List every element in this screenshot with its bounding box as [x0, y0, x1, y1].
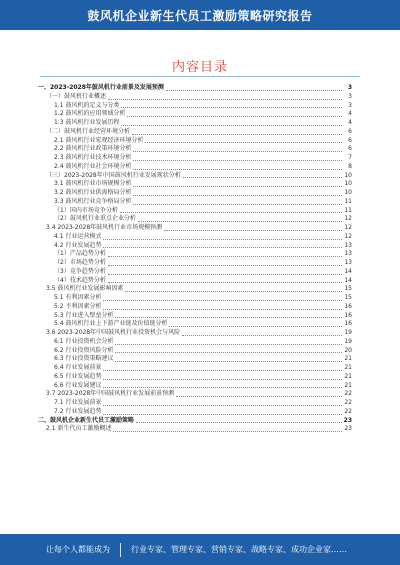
toc-entry-label: 3.6 2023-2028年中国鼓风机行业投资机会与风险 [46, 329, 181, 336]
toc-entry[interactable] [38, 145, 352, 154]
toc-entry[interactable] [38, 268, 352, 277]
footer-roles: 行业专家、管理专家、营销专家、战略专家、成功企业家…… [131, 545, 347, 554]
toc-entry-label: 4.1 行业运营模式 [54, 232, 102, 240]
toc-leader-dots [108, 255, 342, 257]
toc-entry-label: 2.4 鼓风机行业社会环境分析 [54, 162, 132, 170]
toc-entry[interactable] [38, 364, 352, 373]
toc-entry-label: 1.1 鼓风机的定义与分类 [54, 101, 120, 109]
toc-entry-page: 22 [344, 407, 352, 415]
toc-entry[interactable] [38, 425, 352, 434]
toc-entry[interactable] [38, 102, 352, 111]
toc-leader-dots [169, 325, 342, 327]
toc-leader-dots [127, 115, 342, 117]
toc-leader-dots [121, 106, 342, 108]
toc-entry-page: 3 [348, 101, 352, 109]
toc-entry-page: 16 [344, 320, 352, 328]
toc-entry[interactable] [38, 382, 352, 391]
toc-leader-dots [103, 413, 342, 415]
toc-entry[interactable] [38, 163, 352, 172]
toc-entry-label: 6.2 行业投资风险分析 [54, 346, 114, 354]
toc-entry-label: 6.6 行业发展建议 [54, 381, 102, 389]
toc-entry-page: 3 [347, 84, 352, 91]
toc-divider [40, 76, 360, 77]
toc-entry-page: 6 [348, 136, 352, 144]
toc-entry-page: 16 [344, 311, 352, 319]
toc-entry[interactable] [38, 417, 352, 426]
toc-entry-label: 7.2 行业发展趋势 [54, 407, 102, 415]
toc-leader-dots [108, 281, 342, 283]
toc-entry-page: 10 [344, 189, 352, 196]
toc-entry-label: 2.1 新生代员工激励概述 [46, 425, 112, 433]
toc-entry-label: 3.3 鼓风机行业竞争格局分析 [54, 197, 132, 205]
toc-entry-label: （4）技术趋势分析 [54, 276, 106, 284]
toc-entry[interactable] [38, 180, 352, 189]
toc-leader-dots [115, 316, 342, 318]
toc-entry[interactable] [38, 250, 352, 259]
toc-entry[interactable] [38, 355, 352, 364]
toc-leader-dots [138, 220, 342, 222]
toc-leader-dots [176, 395, 342, 397]
toc-entry-page: 3 [348, 92, 352, 100]
toc-entry-label: 2.2 鼓风机行业政策环境分析 [54, 145, 132, 153]
toc-entry-label: （2）市场趋势分析 [54, 259, 106, 266]
toc-entry[interactable] [38, 347, 352, 356]
toc-leader-dots [121, 124, 342, 126]
toc-leader-dots [133, 203, 342, 205]
toc-entry-page: 4 [348, 110, 352, 118]
toc-entry[interactable] [38, 285, 352, 294]
toc-entry[interactable] [38, 84, 352, 93]
toc-leader-dots [182, 334, 342, 336]
toc-entry[interactable] [38, 154, 352, 163]
toc-entry-label: 5.4 鼓风机行业上下游产业链及价值链分析 [54, 320, 168, 328]
toc-leader-dots [164, 229, 342, 231]
toc-entry-page: 16 [344, 302, 352, 310]
toc-leader-dots [133, 168, 342, 170]
toc-entry[interactable] [38, 373, 352, 382]
toc-leader-dots [103, 299, 342, 301]
toc-entry-label: 3.4 2023-2028年鼓风机行业市场规模预测 [46, 224, 163, 231]
toc-entry-page: 23 [343, 416, 352, 424]
toc-entry-label: 3.1 鼓风机行业市场规模分析 [54, 180, 132, 188]
toc-entry-label: 二、鼓风机企业新生代员工激励策略 [38, 416, 135, 424]
toc-leader-dots [125, 290, 342, 292]
toc-entry-label: 6.5 行业发展趋势 [54, 372, 102, 380]
toc-entry-label: 6.4 行业发展前景 [54, 364, 102, 371]
toc-entry[interactable] [38, 277, 352, 286]
toc-entry-page: 12 [344, 215, 352, 223]
toc-entry-page: 22 [344, 390, 352, 398]
toc-entry-label: （3）竞争趋势分析 [54, 267, 106, 275]
toc-entry[interactable] [38, 93, 352, 102]
toc-leader-dots [115, 360, 342, 362]
toc-entry-page: 10 [344, 180, 352, 188]
toc-entry[interactable] [38, 119, 352, 128]
report-title: 鼓风机企业新生代员工激励策略研究报告 [87, 8, 313, 23]
toc-entry-label: 3.7 2023-2028年中国鼓风机行业发展前景预测 [46, 390, 175, 398]
toc-entry-label: 2.1 鼓风机行业宏观经济环境分析 [54, 136, 144, 144]
toc-entry-label: 5.2 不利因素分析 [54, 302, 102, 310]
toc-entry-label: 7.1 行业发展前景 [54, 399, 102, 406]
toc-leader-dots [103, 369, 342, 371]
toc-entry-page: 19 [344, 337, 352, 345]
toc-leader-dots [108, 98, 342, 100]
toc-entry[interactable] [38, 128, 352, 137]
toc-entry-label: 1.3 鼓风机行业发展历程 [54, 119, 120, 126]
toc-entry-label: 2.3 鼓风机行业技术环境分析 [54, 154, 132, 161]
toc-leader-dots [113, 430, 342, 432]
toc-entry-page: 21 [344, 381, 352, 389]
toc-entry[interactable] [38, 390, 352, 399]
toc-entry-label: 1.2 鼓风机的应用领域分析 [54, 110, 126, 118]
toc-entry-label: （一）鼓风机行业概述 [46, 92, 107, 100]
toc-entry-label: （二）鼓风机行业经营环境分析 [46, 127, 131, 135]
toc-entry[interactable] [38, 303, 352, 312]
toc-entry-page: 19 [344, 329, 352, 336]
toc-entry-page: 20 [344, 346, 352, 354]
toc-entry-label: 3.2 鼓风机行业供需格局分析 [54, 189, 132, 196]
toc-leader-dots [120, 211, 342, 213]
table-of-contents [38, 84, 352, 434]
toc-entry[interactable] [38, 224, 352, 233]
toc-entry-page: 21 [344, 372, 352, 380]
toc-entry[interactable] [38, 207, 352, 216]
toc-entry-label: （1）国内市场竞争分析 [54, 206, 118, 214]
toc-entry[interactable] [38, 320, 352, 329]
toc-entry-label: 5.3 行业进入壁垒分析 [54, 311, 114, 319]
toc-entry-page: 23 [344, 425, 352, 433]
toc-entry-label: 5.1 有利因素分析 [54, 294, 102, 301]
toc-entry-page: 7 [348, 154, 352, 161]
toc-entry-page: 4 [348, 119, 352, 126]
toc-entry-page: 11 [344, 206, 352, 214]
toc-leader-dots [103, 378, 342, 380]
footer-divider [120, 543, 121, 557]
toc-leader-dots [103, 404, 342, 406]
toc-entry-page: 11 [344, 197, 352, 205]
toc-entry-label: （三）2023-2028年中国鼓风机行业发展现状分析 [46, 171, 181, 179]
toc-leader-dots [133, 150, 342, 152]
toc-entry-page: 6 [348, 145, 352, 153]
footer-slogan: 让每个人都能成为 [46, 545, 110, 554]
toc-entry-page: 21 [344, 355, 352, 363]
footer-bar [0, 534, 400, 565]
toc-entry[interactable] [38, 399, 352, 408]
toc-entry-label: 一、2023-2028年鼓风机行业前景及发展预测 [38, 84, 164, 91]
toc-entry[interactable] [38, 242, 352, 251]
toc-entry-page: 10 [344, 171, 352, 179]
toc-leader-dots [132, 133, 342, 135]
toc-leader-dots [115, 343, 342, 345]
toc-leader-dots [108, 273, 342, 275]
toc-entry-label: （1）产品趋势分析 [54, 250, 106, 258]
toc-entry[interactable] [38, 189, 352, 198]
toc-entry[interactable] [38, 408, 352, 417]
toc-entry-page: 21 [344, 364, 352, 371]
toc-entry-page: 14 [344, 276, 352, 284]
toc-entry-page: 12 [344, 224, 352, 231]
toc-leader-dots [103, 308, 342, 310]
toc-entry[interactable] [38, 259, 352, 268]
toc-entry-page: 14 [344, 267, 352, 275]
toc-leader-dots [115, 351, 342, 353]
toc-entry[interactable] [38, 198, 352, 207]
toc-entry[interactable] [38, 215, 352, 224]
toc-leader-dots [183, 176, 342, 178]
toc-entry[interactable] [38, 110, 352, 119]
toc-entry-page: 13 [344, 250, 352, 258]
toc-entry[interactable] [38, 312, 352, 321]
toc-entry-page: 12 [344, 232, 352, 240]
toc-entry[interactable] [38, 338, 352, 347]
toc-leader-dots [133, 194, 342, 196]
toc-entry[interactable] [38, 137, 352, 146]
toc-entry-label: 3.5 鼓风机行业发展影响因素 [46, 285, 124, 293]
toc-entry-page: 8 [348, 162, 352, 170]
toc-entry-label: 6.3 行业投资策略建议 [54, 355, 114, 363]
toc-leader-dots [166, 89, 342, 91]
toc-entry-page: 15 [344, 294, 352, 301]
toc-leader-dots [136, 421, 342, 423]
toc-entry-page: 6 [348, 127, 352, 135]
toc-heading: 内容目录 [171, 60, 228, 75]
toc-entry-label: 4.2 行业发展趋势 [54, 241, 102, 249]
toc-leader-dots [145, 141, 342, 143]
toc-entry[interactable] [38, 233, 352, 242]
toc-entry-page: 13 [344, 259, 352, 266]
toc-leader-dots [133, 159, 342, 161]
toc-leader-dots [133, 185, 342, 187]
toc-leader-dots [108, 264, 342, 266]
toc-leader-dots [103, 238, 342, 240]
toc-leader-dots [103, 246, 342, 248]
toc-entry[interactable] [38, 294, 352, 303]
toc-entry[interactable] [38, 172, 352, 181]
toc-entry-label: 6.1 行业投资机会分析 [54, 337, 114, 345]
toc-leader-dots [103, 386, 342, 388]
toc-entry-page: 15 [344, 285, 352, 293]
toc-entry[interactable] [38, 329, 352, 338]
toc-entry-page: 22 [344, 399, 352, 406]
toc-entry-page: 13 [344, 241, 352, 249]
toc-entry-label: （2）鼓风机行业重点企业分析 [54, 215, 136, 223]
header-bar [0, 0, 400, 30]
